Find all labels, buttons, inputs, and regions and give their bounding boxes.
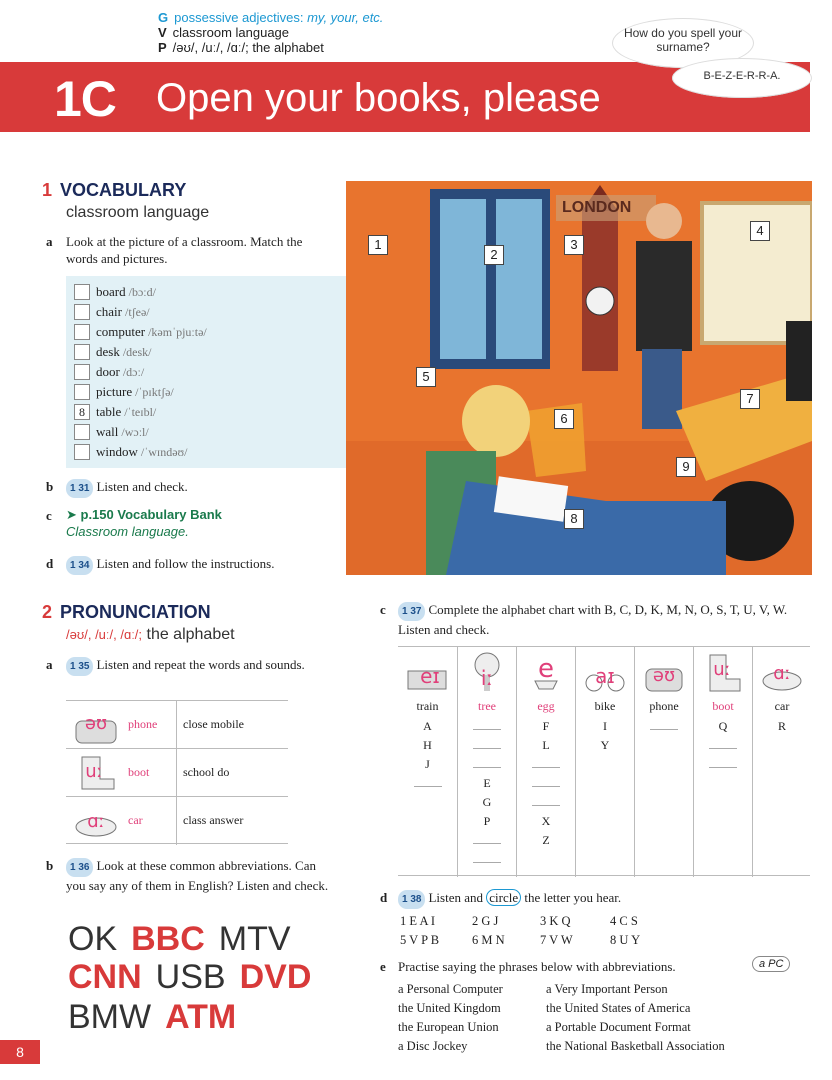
vocabulary-subtitle: classroom language: [66, 204, 210, 221]
phrase: a Personal Computer: [398, 982, 503, 996]
sound-row-car: ɑː car class answer: [66, 796, 288, 844]
chart-letter[interactable]: [694, 736, 752, 755]
chart-letter[interactable]: [458, 831, 516, 850]
pronunciation-heading: 2 PRONUNCIATION: [42, 602, 211, 622]
exercise-2c: 1 37 Complete the alphabet chart with B, C, D, K, M, N, O, S, T, U, V, W. Listen and check.: [398, 602, 788, 637]
vocab-item: desk /desk/: [74, 342, 152, 362]
svg-text:iː: iː: [480, 666, 494, 690]
letter-list: [694, 717, 752, 774]
letter-option[interactable]: 2 G J: [472, 914, 499, 928]
chart-column-tree: iː tree E G P: [457, 647, 516, 877]
exercise-1d: 1 34 Listen and follow the instructions.: [66, 555, 274, 575]
abbreviation-line-1: OK BBC MTV: [68, 920, 291, 958]
picture-label-5: 5: [416, 367, 436, 387]
car-icon: [72, 801, 120, 841]
chart-column-car: ɑː car R: [752, 647, 811, 877]
phrase: the National Basketball Association: [546, 1039, 725, 1053]
car-icon: [761, 651, 803, 695]
tree-icon: [466, 651, 508, 695]
audio-track-icon[interactable]: 1 31: [66, 479, 93, 498]
vocabulary-heading: 1 VOCABULARY: [42, 180, 187, 200]
vocab-item: window /ˈwɪndəʊ/: [74, 442, 187, 462]
boot-icon: [72, 753, 120, 793]
answer-checkbox[interactable]: [74, 304, 90, 320]
vocab-item: picture /ˈpɪktʃə/: [74, 382, 174, 402]
answer-checkbox[interactable]: [74, 424, 90, 440]
speech-bubble-question: How do you spell your surname?: [612, 18, 754, 68]
letter-option[interactable]: 1 E A I: [400, 914, 436, 928]
letter-list: [458, 717, 516, 869]
chart-letter: Y: [600, 738, 610, 752]
letter-list: [398, 717, 457, 793]
chart-letter: E: [483, 776, 491, 790]
vocabulary-bank-link[interactable]: ➤ p.150 Vocabulary Bank: [66, 507, 222, 522]
exercise-letter: b: [46, 858, 54, 873]
chart-letter[interactable]: [458, 755, 516, 774]
sound-row-phone: əʊ phone close mobile: [66, 700, 288, 748]
chart-letter: F: [542, 719, 550, 733]
exercise-2e-text: Practise saying the phrases below with abbreviations.: [398, 959, 676, 974]
svg-text:uː: uː: [713, 659, 731, 680]
chart-letter: J: [425, 757, 430, 771]
svg-text:əʊ: əʊ: [84, 713, 108, 734]
phrase: the United States of America: [546, 1001, 691, 1015]
chart-letter[interactable]: [517, 774, 575, 793]
chart-letter[interactable]: [517, 793, 575, 812]
exercise-1b: 1 31 Listen and check.: [66, 478, 188, 498]
vocabulary-bank-sub: Classroom language.: [66, 524, 189, 539]
hint-bubble: a PC: [752, 956, 790, 972]
unit-code: 1C: [54, 71, 116, 127]
answer-checkbox[interactable]: 8: [74, 404, 90, 420]
chart-letter: H: [423, 738, 432, 752]
svg-text:aɪ: aɪ: [595, 664, 615, 688]
chart-letter: G: [482, 795, 492, 809]
vocabulary-word-list: [66, 276, 348, 468]
svg-text:ɑː: ɑː: [87, 811, 105, 832]
chart-column-phone: əʊ phone: [634, 647, 693, 877]
exercise-letter: d: [46, 556, 54, 571]
circled-word: circle: [486, 889, 521, 906]
chart-letter[interactable]: [458, 717, 516, 736]
picture-label-9: 9: [676, 457, 696, 477]
chart-column-egg: e egg F L X Z: [516, 647, 575, 877]
topic-grammar: G possessive adjectives: my, your, etc.: [158, 10, 384, 25]
audio-track-icon[interactable]: 1 36: [66, 858, 93, 877]
letter-option[interactable]: 5 V P B: [400, 933, 440, 947]
page-number: 8: [0, 1040, 40, 1064]
picture-label-7: 7: [740, 389, 760, 409]
audio-track-icon[interactable]: 1 34: [66, 556, 93, 575]
exercise-letter: c: [380, 602, 386, 617]
audio-track-icon[interactable]: 1 38: [398, 890, 425, 909]
svg-text:əʊ: əʊ: [652, 665, 676, 686]
picture-label-1: 1: [368, 235, 388, 255]
answer-checkbox[interactable]: [74, 284, 90, 300]
letter-list: [753, 717, 811, 736]
chart-column-bike: aɪ bike I Y: [575, 647, 634, 877]
letter-list: [635, 717, 693, 736]
chart-letter: I: [603, 719, 607, 733]
topic-pronunciation: P /əʊ/, /uː/, /ɑː/; the alphabet: [158, 40, 324, 55]
phrases-right: [546, 980, 725, 1056]
phone-icon: [72, 705, 120, 745]
chart-column-boot: uː boot Q: [693, 647, 752, 877]
exercise-letter: b: [46, 479, 54, 494]
bike-icon: [584, 651, 626, 695]
topic-list: [158, 10, 383, 55]
picture-label-2: 2: [484, 245, 504, 265]
letter-option[interactable]: 6 M N: [472, 933, 505, 947]
exercise-letter: c: [46, 508, 52, 523]
vocab-item: 8 table /ˈteɪbl/: [74, 402, 156, 422]
train-icon: [406, 651, 448, 695]
alphabet-chart: [398, 646, 810, 876]
vocab-item: wall /wɔːl/: [74, 422, 149, 442]
speech-bubble-answer: B-E-Z-E-R-R-A.: [672, 58, 812, 98]
audio-track-icon[interactable]: 1 37: [398, 602, 425, 621]
chart-letter: Q: [718, 719, 728, 733]
classroom-illustration: [346, 181, 812, 575]
audio-track-icon[interactable]: 1 35: [66, 657, 93, 676]
picture-label-6: 6: [554, 409, 574, 429]
chart-letter: X: [541, 814, 551, 828]
svg-text:e: e: [538, 654, 554, 684]
exercise-2b: 1 36 Look at these common abbreviations. Can you say any of them in English? Listen and check.: [66, 858, 329, 893]
exercise-2d: 1 38 Listen and circle the letter you hear.: [398, 889, 621, 909]
exercise-letter: e: [380, 959, 386, 974]
egg-icon: [525, 651, 567, 695]
vocab-item: chair /tʃeə/: [74, 302, 150, 322]
pronunciation-subtitle: /əʊ/, /uː/, /ɑː/; the alphabet: [66, 626, 235, 643]
chart-letter[interactable]: [517, 755, 575, 774]
picture-label-8: 8: [564, 509, 584, 529]
letter-list: [576, 717, 634, 755]
svg-text:eɪ: eɪ: [420, 664, 440, 688]
chart-letter: Z: [542, 833, 550, 847]
chart-letter[interactable]: [398, 774, 457, 793]
chart-column-train: eɪ train A H J: [398, 647, 457, 877]
phrases-left: [398, 980, 503, 1056]
letter-option[interactable]: 8 U Y: [610, 933, 641, 947]
chart-letter[interactable]: [458, 736, 516, 755]
chart-letter[interactable]: [694, 755, 752, 774]
chart-letter: A: [423, 719, 432, 733]
phrase: the United Kingdom: [398, 1001, 501, 1015]
picture-label-4: 4: [750, 221, 770, 241]
chart-letter[interactable]: [458, 850, 516, 869]
answer-checkbox[interactable]: [74, 444, 90, 460]
letter-option[interactable]: 7 V W: [540, 933, 573, 947]
chart-letter[interactable]: [635, 717, 693, 736]
exercise-letter: d: [380, 890, 388, 905]
exercise-1a-text: Look at the picture of a classroom. Match the words and pictures.: [66, 234, 303, 266]
abbreviation-line-2: CNN USB DVD: [68, 958, 312, 996]
vocab-item: computer /kəmˈpjuːtə/: [74, 322, 207, 342]
letter-option[interactable]: 3 K Q: [540, 914, 571, 928]
chart-letter: P: [483, 814, 491, 828]
topic-vocabulary: V classroom language: [158, 25, 290, 40]
svg-text:uː: uː: [85, 761, 103, 782]
vocab-item: board /bɔːd/: [74, 282, 156, 302]
answer-checkbox[interactable]: [74, 324, 90, 340]
unit-title: Open your books, please: [156, 76, 601, 120]
svg-text:ɑː: ɑː: [773, 663, 791, 684]
phone-icon: [643, 651, 685, 695]
phrase: a Disc Jockey: [398, 1039, 468, 1053]
exercise-letter: a: [46, 657, 53, 672]
answer-checkbox[interactable]: [74, 344, 90, 360]
picture-label-3: 3: [564, 235, 584, 255]
exercise-letter: a: [46, 234, 53, 249]
letter-list: [517, 717, 575, 850]
answer-checkbox[interactable]: [74, 384, 90, 400]
vocab-item: door /dɔː/: [74, 362, 144, 382]
letter-option[interactable]: 4 C S: [610, 914, 638, 928]
abbreviation-line-3: BMW ATM: [68, 998, 237, 1036]
answer-checkbox[interactable]: [74, 364, 90, 380]
phrase: a Portable Document Format: [546, 1020, 691, 1034]
chart-letter: R: [777, 719, 786, 733]
london-sign: LONDON: [562, 199, 632, 216]
chart-letter: L: [542, 738, 550, 752]
exercise-2a: 1 35 Listen and repeat the words and sounds.: [66, 656, 336, 676]
boot-icon: [702, 651, 744, 695]
sound-row-boot: uː boot school do: [66, 748, 288, 796]
phrase: a Very Important Person: [546, 982, 668, 996]
phrase: the European Union: [398, 1020, 499, 1034]
